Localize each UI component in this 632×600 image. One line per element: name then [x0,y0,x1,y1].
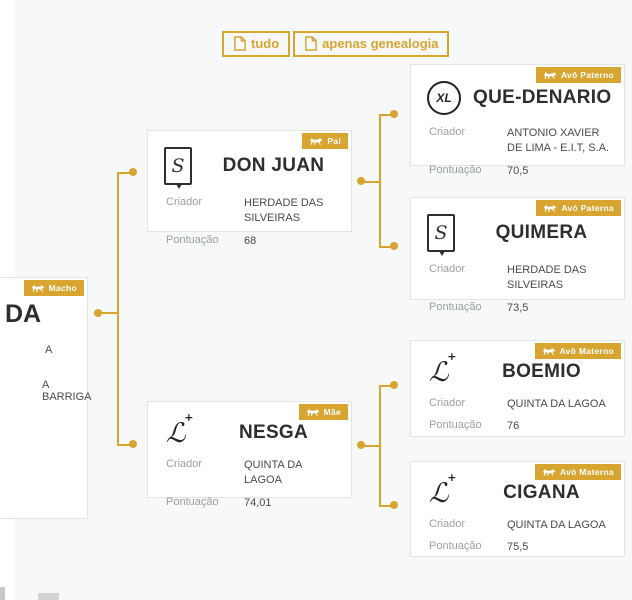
brand-letter: S [434,222,448,244]
tudo-button[interactable] [222,31,290,57]
apenas-genealogia-button[interactable] [293,31,449,57]
relation-badge-label: Mãe [323,407,341,417]
silveiras-brand-icon [427,214,455,252]
connector-avo-paterno-dot [390,110,398,118]
brand-plus: + [447,471,457,484]
horse-card-main[interactable] [0,277,92,519]
tudo-button-label: tudo [251,36,280,51]
criador-label: Criador [429,518,466,530]
connector-parents-vline [117,172,119,446]
criador-value: QUINTA DA LAGOA [507,398,606,410]
relation-badge [536,67,621,83]
pontuacao-label: Pontuação [429,300,482,313]
criador-label: Criador [429,397,466,409]
clipped-text-fragment [0,587,5,600]
brand-letter: XL [436,91,452,105]
horse-icon [306,408,320,417]
silveiras-brand-icon [164,147,192,185]
pontuacao-label: Pontuação [429,540,482,553]
pontuacao-value: 74,01 [244,496,272,509]
horse-card-avo-materna[interactable] [410,461,625,557]
horse-name: QUE-DENARIO [473,87,612,108]
horse-icon [543,71,557,80]
criador-label: Criador [429,126,466,138]
horse-icon [542,347,556,356]
horse-icon [309,137,323,146]
criador-label: Criador [166,458,203,470]
relation-badge [535,343,621,359]
lagoa-brand-icon [427,471,457,509]
horse-card-pai[interactable] [147,130,352,247]
horse-name: DON JUAN [222,155,325,176]
pontuacao-value: 73,5 [507,301,529,314]
sex-badge-label: Macho [48,283,77,293]
relation-badge [535,464,621,480]
relation-badge-label: Avó Paterna [561,203,614,213]
relation-badge-label: Avó Materna [560,467,614,477]
pontuacao-label: Pontuação [166,495,219,508]
pontuacao-label: Pontuação [429,163,482,176]
pontuacao-label: Pontuação [429,419,482,432]
sex-badge [24,280,84,296]
xl-brand-icon [427,81,461,115]
horse-icon [542,468,556,477]
criador-value: ANTONIO XAVIER DE LIMA - E.I.T, S.A. [507,127,610,155]
relation-badge-label: Avô Materno [559,346,614,356]
relation-badge [299,404,348,420]
apenas-genealogia-button-label: apenas genealogia [322,36,439,51]
horse-card-mae[interactable] [147,401,352,509]
connector-main-dot [94,309,102,317]
pontuacao-value: 75,5 [507,541,529,554]
document-icon [233,36,246,51]
lagoa-brand-icon [427,350,457,388]
pontuacao-value: 68 [244,234,257,247]
relation-badge-label: Avô Paterno [560,70,614,80]
criador-value: HERDADE DAS SILVEIRAS [244,197,324,225]
criador-value: HERDADE DAS SILVEIRAS [507,264,587,292]
connector-avo-materno-dot [390,381,398,389]
horse-icon [31,284,45,293]
detail-fragment: A BARRIGA [42,379,92,403]
relation-badge [536,200,621,216]
toolbar [222,31,449,57]
horse-card-avo-paterno[interactable] [410,64,625,177]
brand-letter: ℒ [429,478,449,509]
brand-plus: + [184,411,194,424]
horse-card-avo-paterna[interactable] [410,197,625,314]
brand-plus: + [447,350,457,363]
brand-letter: S [171,155,185,177]
lagoa-brand-icon [164,411,194,449]
relation-badge-label: Pai [327,136,341,146]
brand-letter: ℒ [429,357,449,388]
horse-card-avo-materno[interactable] [410,340,625,437]
document-icon [304,36,317,51]
relation-badge [302,133,348,149]
criador-label: Criador [166,196,203,208]
horse-name: BOEMIO [502,360,581,382]
pontuacao-label: Pontuação [166,233,219,246]
connector-avo-materna-dot [390,501,398,509]
connector-pai-out-dot [357,177,365,185]
criador-value: QUINTA DA LAGOA [507,519,606,531]
horse-icon [543,204,557,213]
clipped-text-fragment [38,593,59,600]
detail-fragment: A [45,344,53,356]
pontuacao-value: 76 [507,420,520,433]
connector-mae-dot [129,440,137,448]
connector-pai-dot [129,168,137,176]
connector-avo-paterna-dot [390,242,398,250]
brand-letter: ℒ [166,418,186,449]
connector-mae-out-dot [357,441,365,449]
horse-name: CIGANA [503,481,580,503]
horse-name: QUIMERA [495,222,588,243]
pontuacao-value: 70,5 [507,164,529,177]
criador-value: QUINTA DA LAGOA [244,459,302,487]
horse-name: NESGA [238,421,309,443]
criador-label: Criador [429,263,466,275]
horse-name-fragment: DA [5,300,42,328]
